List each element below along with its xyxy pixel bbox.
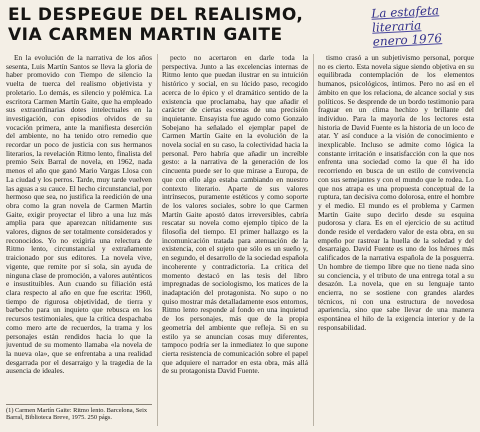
handwritten-annotation — [371, 1, 479, 48]
column-1 — [6, 54, 152, 426]
headline-line-1: EL DESPEGUE DEL REALISMO, — [8, 5, 304, 25]
article-headline — [8, 5, 368, 45]
column-divider — [157, 54, 158, 426]
column-1-text: En la evolución de la narrativa de los años sesenta, Luis Martín Santos se lleva la gloria de haber promovido con Tiempo de silencio la vuelta de tuerca del realismo objetivista y proletario. Lo demás, es silencio y polémica. La escritora Carmen Martín Gaite, que ha empleado sus extraordinarias dotes intelectuales en la investigación, con episodios olvidos de su vocación primera, ante la manifiesta deserción del ambiente, no ha tenido otro remedio que recordar un poco de justicia con sus hermanos literarios, la revelación Ritmo lento, finalista del premio Seix Barral de novela, en 1962, nada menos el año que ganó Mario Vargas Llosa con La ciudad y los perros. Tarde, muy tarde vuelven las aguas a su cauce. El hecho circunstancial, por hermoso que sea, no justifica la reedición de una obra como la gran novela de Carmen Martín Gaite, exigir proyectar el libro a una luz más amplia para que aparezcan nítidamente sus valores, dignos de ser totalmente considerados y reconocidos. Yo no exigiría una relectura de Ritmo lento, circunstancial y extrañamente traicionado por sus editores. La novela vive, vigente, que remite por sí sola, sin ayuda de ninguna clase de promoción, a valores auténticos e insustituibles. Aun cuando su filiación está clara respecto al año en que fue escrita: 1960, tiempo de rigurosa objetividad, de tierra y barbecho para un inquieto que rebusca en los recursos testimoniales, que la crítica despachaba como mero arte de recuerdos, la trama y los personajes están rendidos hacia lo que la juventud de su momento llamaba «la novela de la nueva ola», que se enfrentaba a una realidad desgarrada por el desarraigo y la tragedia de la ausencia de ideales. — [6, 54, 152, 376]
headline-line-2: VIA CARMEN MARTIN GAITE — [8, 25, 283, 45]
column-2 — [162, 54, 308, 426]
annotation-line-3: enero 1976 — [372, 31, 443, 49]
annotation-line-2: literaria — [371, 18, 422, 35]
column-2-text: pecto no acertaron en darle toda la perspectiva. Junto a las excelencias internas de Ritmo lento que puedan ilustrar en su intuición histórico y social, en su lúcido paso, recogido acerca de lo épico y el dramático sentido de la existencia que proclamaba, hay que añadir el carácter de ciertas escenas de una precisión inquietante. Ensayista fue agudo como Gonzalo Sobejano ha señalado el ejemplar papel de Carmen Martín Gaite en la evolución de la novela social en su caso, la colectividad hacia la personal. Pero habría que añadir un increíble gesto: a la narrativa de la generación de los cincuenta puede ser lo que mirase a Europa, de que con ello algo estaba cambiando en nuestro contexto literario. Aparte de sus valores intrínsecos, puramente estéticos y como soporte de los valores sociales, sobre lo que Carmen Martín Gaite apostó datos irreversibles, cabría rescatar su novela como ejemplo típico de la filosofía del tiempo. El primer hallazgo es la incomunicación tratada para atenuación de la existencia, con el sujeto que sólo es un sueño y, en segundo, el desarrollo de la sociedad española incoherente y contradictoria. La crítica del momento destacó en las tesis del libro impregnadas de sociologismo, los matices de la inadaptación del protagonista. No supo o no quiso mostrar más detalladamente esos entornos, Ritmo lento responde al fondo en una inquietud de los personajes, más que de la propia geometría del ambiente que refleja. Si en su estilo ya se anuncian cosas muy diferentes, tampoco podría ser la inmediatez lo que supone cierta resistencia de comunicación sobre el papel que adquiere el narrador en esta obra, más allá de su protagonista David Fuente. — [162, 54, 308, 376]
column-divider — [313, 54, 314, 426]
article-body — [6, 54, 476, 432]
annotation-line-1: La estafeta — [370, 3, 440, 21]
column-3 — [318, 54, 474, 426]
column-3-text: tismo crasó a un subjetivismo personal, porque no es cierto. Esta novela sigue siendo objetiva en su equilibrada contemplación de los elementos humanos, psicológicos, íntimos. Pero no así en el ámbito en que los relaciona, de alcance social y sus políticos. Se desprende de un bordo testimonio para fraguar en un clima hechizo y brillante del individuo. Para la mayoría de los lectores esta historia de David Fuente es la historia de un loco de atar. Y así conduce a la visión de conocimiento e inexplicable. Incluso se admite como lógica la constante irritación e insatisfacción con la que nos enfrenta una sociedad como la que él ha ido recorriendo en busca de un estilo de convivencia con sus semejantes y con el mundo que le rodea. Lo que nos atrapa es una propuesta conceptual de la ruptura, tan decisiva como dolorosa, entre el hombre y el medio. El mundo es el problema y Carmen Martín Gaite supo decirlo desde su esquina pudorosa y clara. Es en el ejercicio de su actitud donde reside el verdadero valor de esta obra, en su empeño por rastrear la huella de la soledad y del desarraigo. David Fuente es uno de los héroes más calificados de la narrativa española de la posguerra. Un hombre de tiempo libre que no tiene nada sino su conciencia, y el tributo de una entrega total a su desazón. La novela, que en su lenguaje tanto encierra, no se sostiene con grandes alardes técnicos, ni con una estructura de novedosa apariencia, sino que sabe llevar de una manera espontánea el hilo de la exigencia interior y de la responsabilidad. — [318, 54, 474, 332]
footnote: (1) Carmen Martín Gaite: Ritmo lento. Barcelona, Seix Barral, Biblioteca Breve, 1975. 250 págs. — [6, 404, 152, 422]
